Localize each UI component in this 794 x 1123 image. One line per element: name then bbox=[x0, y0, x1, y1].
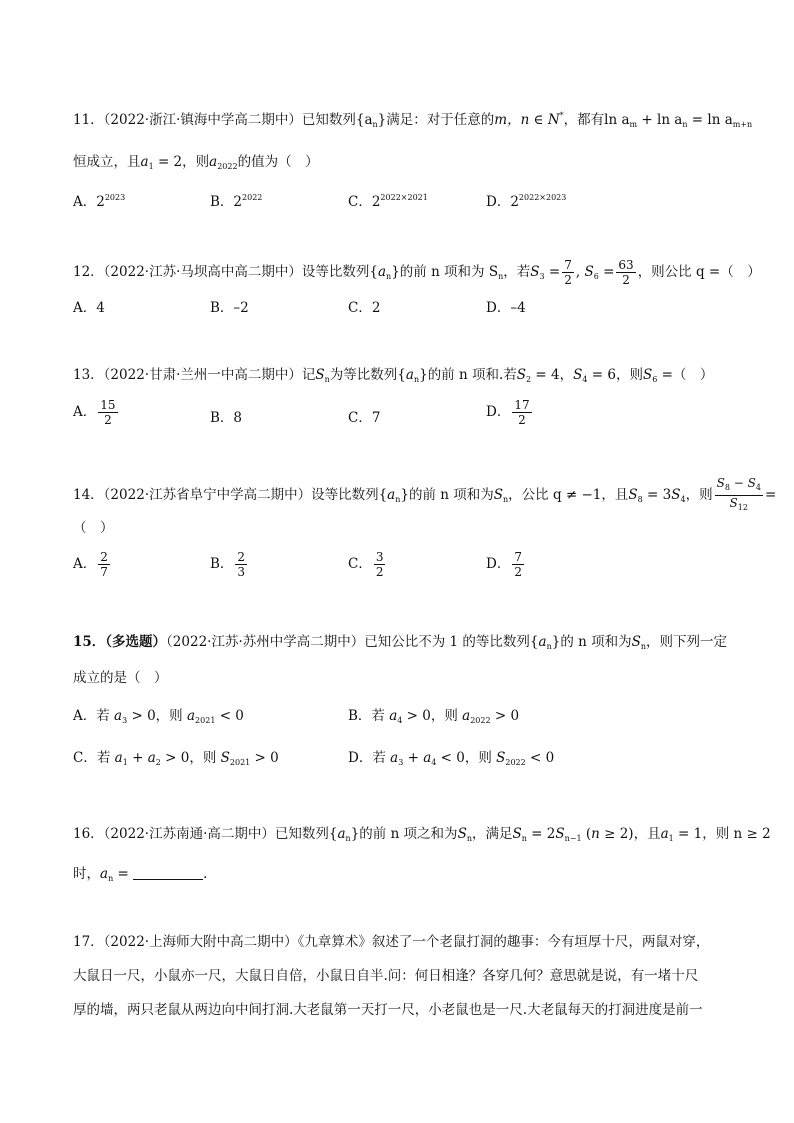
q12-mid2: ，若 bbox=[503, 264, 531, 280]
q14-option-a[interactable]: A． $\frac{2}{7}$ bbox=[73, 550, 108, 579]
question-11-line-1: 11．（2022·浙江·镇海中学高二期中）已知数列$\{a_n\}$满足：对于任意的m，n ∈ N*，都有$\ln a_m + \ln a_n = \ln a_{m+n}$ bbox=[73, 111, 753, 129]
q13-lead: 13．（2022·甘肃·兰州一中高二期中）记 bbox=[73, 367, 316, 383]
q12-option-d[interactable]: D．–4 bbox=[486, 300, 526, 316]
q11-mid: 满足：对于任意的 bbox=[386, 112, 495, 128]
q14-mid: 的前 n 项和为 bbox=[408, 487, 494, 503]
q15-tail: ，则下列一定 bbox=[646, 634, 728, 650]
q16-mid4: = 1，则 n ≥ 2 bbox=[678, 826, 771, 842]
q11-line2b: = 2，则 bbox=[157, 154, 210, 170]
question-16-line-2: 时，$a_n$ = . bbox=[73, 866, 208, 883]
q16-mid3: ，且 bbox=[633, 826, 661, 842]
q14-frac: $\frac{S_8 - S_4}{S_{12}}$ bbox=[716, 476, 761, 512]
q11-a1: a bbox=[140, 154, 149, 170]
q11-option-c[interactable]: C．$2^{2022\times 2021}$ bbox=[348, 193, 428, 210]
q15-number: 15． bbox=[73, 634, 106, 650]
q12-lead: 12．（2022·江苏·马坝高中高二期中）设等比数列 bbox=[73, 264, 370, 280]
q14-option-d[interactable]: D． $\frac{7}{2}$ bbox=[486, 550, 522, 579]
q11-line2c: 的值为（ ） bbox=[237, 154, 319, 170]
q12-frac-2: $\frac{63}{2}$ bbox=[618, 258, 634, 287]
q11-tail: ，都有 bbox=[563, 112, 605, 128]
q13-mid2: 的前 n 项和.若 bbox=[427, 367, 517, 383]
q15-option-a[interactable]: A．若 $a_3 > 0$，则 $a_{2021} < 0$ bbox=[73, 708, 244, 725]
q11-seq: {a bbox=[355, 112, 373, 128]
q15-lead: （2022·江苏·苏州中学高二期中）已知公比不为 1 的等比数列 bbox=[166, 634, 530, 650]
question-14-line-2: （ ） bbox=[73, 520, 114, 536]
q12-option-b[interactable]: B．–2 bbox=[210, 300, 249, 316]
q13-option-c[interactable]: C．7 bbox=[348, 410, 381, 426]
q14-mid2: ，公比 q ≠ −1，且 bbox=[508, 487, 629, 503]
question-14-line-1: 14．（2022·江苏省阜宁中学高二期中）设等比数列$\{a_n\}$的前 n 项和为$S_n$，公比 q ≠ −1，且$S_8 = 3S_4$，则 $\frac{S_8 - S_4}{S_{12}}$ = bbox=[73, 476, 776, 515]
q11-option-b[interactable]: B．$2^{2022}$ bbox=[210, 193, 263, 210]
q14-mid4: ，则 bbox=[685, 487, 713, 503]
q15-option-d[interactable]: D．若 $a_3 + a_4 < 0$，则 $S_{2022} < 0$ bbox=[348, 750, 555, 767]
q14-lead: 14．（2022·江苏省阜宁中学高二期中）设等比数列 bbox=[73, 487, 379, 503]
q13-mid3: = 4， bbox=[535, 367, 574, 383]
question-11-line-2: 恒成立，且$a_1 = 2$，则$a_{2022}$的值为（ ） bbox=[73, 154, 319, 171]
q13-mid4: = 6，则 bbox=[591, 367, 643, 383]
q11-eq: ln a bbox=[604, 112, 630, 128]
question-16-line-1: 16．（2022·江苏南通·高二期中）已知数列$\{a_n\}$的前 n 项之和为$S_n$，满足$S_n = 2S_{n-1}$ (n ≥ 2)，且$a_1 = 1$，则 n ≥ 2 bbox=[73, 826, 771, 843]
q15-tag: （多选题） bbox=[105, 634, 167, 650]
q11-lead: 11．（2022·浙江·镇海中学高二期中）已知数列 bbox=[73, 112, 356, 128]
q16-line2: 时， bbox=[73, 866, 100, 882]
q14-option-b[interactable]: B． $\frac{2}{3}$ bbox=[210, 550, 246, 579]
q14-mid3: = 3 bbox=[647, 487, 672, 503]
q15-option-c[interactable]: C．若 $a_1 + a_2 > 0$，则 $S_{2021} > 0$ bbox=[73, 750, 279, 767]
q13-option-b[interactable]: B．8 bbox=[210, 410, 243, 426]
q12-tail: ，则公比 q =（ ） bbox=[637, 264, 761, 280]
q13-mid: 为等比数列 bbox=[329, 367, 398, 383]
q15-option-b[interactable]: B．若 $a_4 > 0$，则 $a_{2022} > 0$ bbox=[348, 708, 520, 725]
q13-option-d[interactable]: D． $\frac{17}{2}$ bbox=[486, 398, 530, 427]
q16-end: . bbox=[203, 866, 208, 882]
question-12-line-1: 12．（2022·江苏·马坝高中高二期中）设等比数列$\{a_n\}$的前 n 项和为 $S_n$，若$S_3$ = $\frac{7}{2}$ , $S_6$ = $\frac{63}{2}$ ，则公比 q =（ ） bbox=[73, 258, 761, 287]
question-15-line-2: 成立的是（ ） bbox=[73, 670, 168, 686]
q16-answer-blank[interactable] bbox=[133, 865, 203, 880]
q11-option-a[interactable]: A．$2^{2023}$ bbox=[73, 193, 126, 210]
question-13-line-1: 13．（2022·甘肃·兰州一中高二期中）记$S_n$为等比数列$\{a_n\}$的前 n 项和.若$S_2 = 4$，$S_4 = 6$，则$S_6$ =（ ） bbox=[73, 367, 714, 384]
q15-mid: 的 n 项和为 bbox=[560, 634, 632, 650]
question-17-line-3: 厚的墙，两只老鼠从两边向中间打洞.大老鼠第一天打一尺，小老鼠也是一尺.大老鼠每天的打洞进度是前一 bbox=[73, 1002, 703, 1018]
question-17-line-2: 大鼠日一尺，小鼠亦一尺，大鼠日自倍，小鼠日自半.问：何日相逢？各穿几何？意思就是说，有一堵十尺 bbox=[73, 968, 699, 984]
q12-option-c[interactable]: C．2 bbox=[348, 300, 381, 316]
q11-vars: m，n ∈ N bbox=[494, 112, 560, 128]
q12-mid: 的前 n 项和为 S bbox=[399, 264, 499, 280]
question-17-line-1: 17．（2022·上海师大附中高二期中）《九章算术》叙述了一个老鼠打洞的趣事：今有垣厚十尺，两鼠对穿， bbox=[73, 934, 710, 950]
q11-option-d[interactable]: D．$2^{2022\times 2023}$ bbox=[486, 193, 567, 210]
q12-option-a[interactable]: A．4 bbox=[73, 300, 105, 316]
question-15-line-1: 15．（多选题）（2022·江苏·苏州中学高二期中）已知公比不为 1 的等比数列$\{a_n\}$的 n 项和为$S_n$，则下列一定 bbox=[73, 634, 728, 651]
q14-option-c[interactable]: C． $\frac{3}{2}$ bbox=[348, 550, 384, 579]
q16-mid2: ，满足 bbox=[471, 826, 513, 842]
q16-mid: 的前 n 项之和为 bbox=[359, 826, 458, 842]
q12-frac-1: $\frac{7}{2}$ bbox=[564, 258, 572, 287]
q13-option-a[interactable]: A． $\frac{15}{2}$ bbox=[73, 398, 116, 427]
q13-tail: =（ ） bbox=[661, 367, 714, 383]
q16-lead: 16．（2022·江苏南通·高二期中）已知数列 bbox=[73, 826, 329, 842]
q11-line2a: 恒成立，且 bbox=[73, 154, 141, 170]
